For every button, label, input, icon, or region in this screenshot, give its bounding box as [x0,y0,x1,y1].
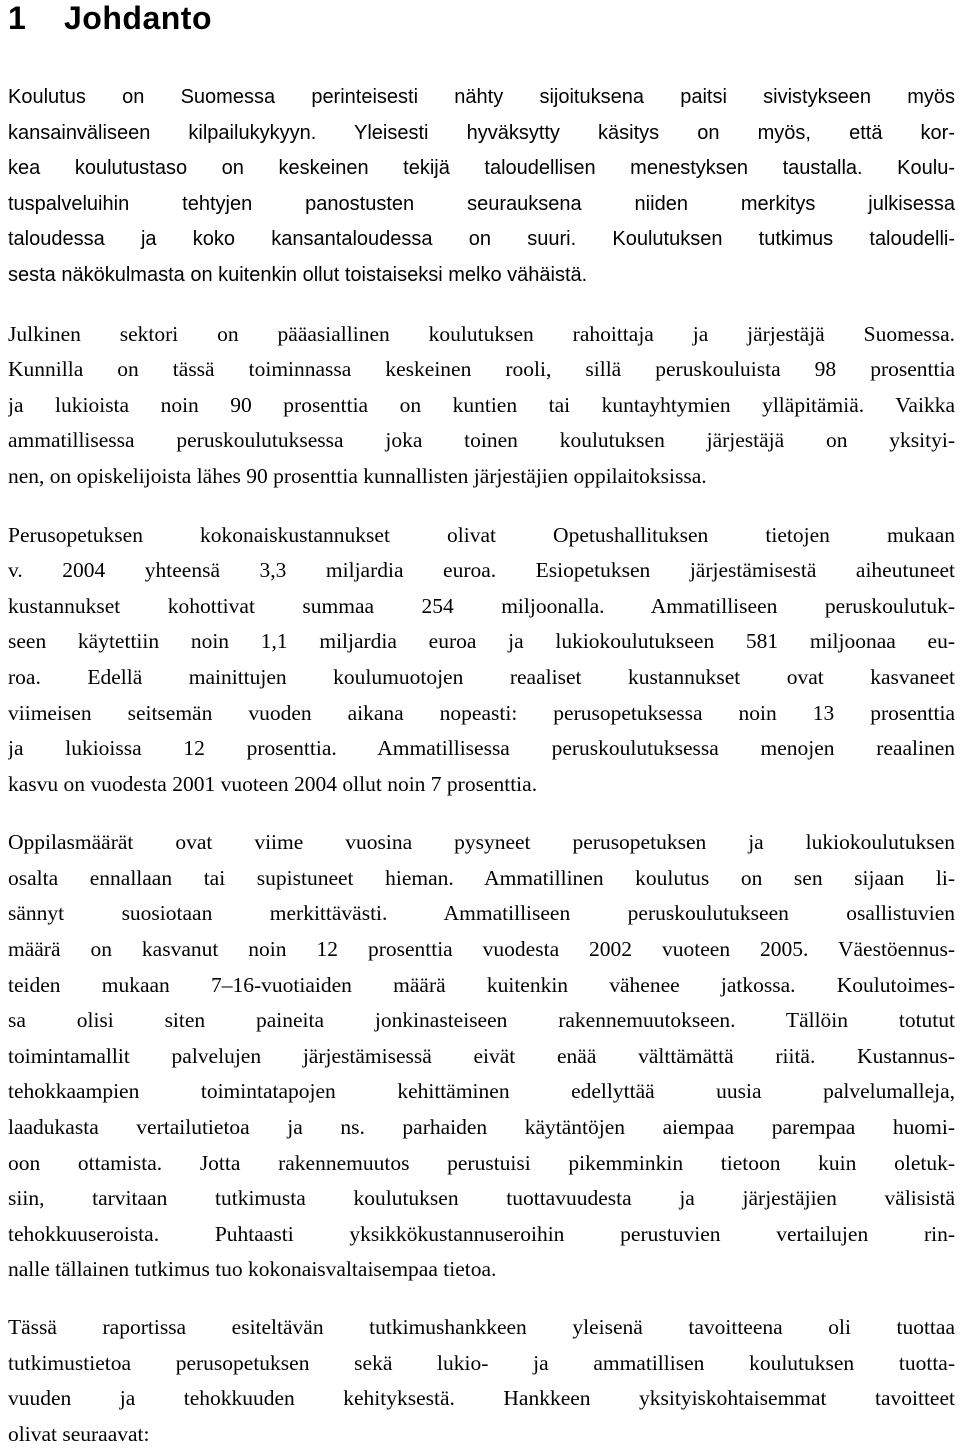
text-line: tutkimustietoa perusopetuksen sekä lukio- ja ammatillisen koulutuksen tuotta- [8,1350,955,1375]
text-line: sa olisi siten paineita jonkinasteiseen rakennemuutokseen. Tällöin totutut [8,1008,955,1033]
text-line: kea koulutustaso on keskeinen tekijä taloudellisen menestyksen taustalla. Koulu- [8,157,955,180]
text-line: siin, tarvitaan tutkimusta koulutuksen tuottavuudesta ja järjestäjien välisistä [8,1186,955,1211]
chapter-title: Johdanto [64,0,212,36]
text-line: viimeisen seitsemän vuoden aikana nopeasti: perusopetuksessa noin 13 prosenttia [8,700,955,725]
text-line: Koulutus on Suomessa perinteisesti nähty sijoituksena paitsi sivistykseen myös [8,86,955,108]
text-line: ja lukioista noin 90 prosenttia on kuntien tai kuntayhtymien ylläpitämiä. Vaikka [8,392,955,417]
chapter-heading [8,0,955,36]
paragraph-objectives [8,1310,955,1452]
text-line: v. 2004 yhteensä 3,3 miljardia euroa. Esiopetuksen järjestämisestä aiheutuneet [8,558,955,583]
text-line: kustannukset kohottivat summaa 254 miljoonalla. Ammatilliseen peruskoulutuk- [8,593,955,618]
text-line: ja lukioissa 12 prosenttia. Ammatillisessa peruskoulutuksessa menojen reaalinen [8,736,955,761]
text-line: ammatillisessa peruskoulutuksessa joka toinen koulutuksen järjestäjä on yksityi- [8,428,955,453]
text-line: Perusopetuksen kokonaiskustannukset olivat Opetushallituksen tietojen mukaan [8,522,955,547]
text-line: roa. Edellä mainittujen koulumuotojen reaaliset kustannukset ovat kasvaneet [8,664,955,689]
text-line: nen, on opiskelijoista lähes 90 prosenttia kunnallisten järjestäjien oppilaitoksissa. [8,463,707,488]
text-line: laadukasta vertailutietoa ja ns. parhaiden käytäntöjen aiempaa parempaa huomi- [8,1115,955,1140]
paragraph-costs [8,518,955,803]
text-line: seen käytettiin noin 1,1 miljardia euroa ja lukiokoulutukseen 581 miljoonaa eu- [8,629,955,654]
text-line: Kunnilla on tässä toiminnassa keskeinen rooli, sillä peruskouluista 98 prosenttia [8,357,955,382]
text-line: Oppilasmäärät ovat viime vuosina pysyneet perusopetuksen ja lukiokoulutuksen [8,830,955,855]
text-line: oon ottamista. Jotta rakennemuutos perustuisi pikemminkin tietoon kuin oletuk- [8,1150,955,1175]
text-line: määrä on kasvanut noin 12 prosenttia vuodesta 2002 vuoteen 2005. Väestöennus- [8,937,955,962]
paragraph-student-numbers [8,825,955,1288]
text-line: teiden mukaan 7–16-vuotiaiden määrä kuitenkin vähenee jatkossa. Koulutoimes- [8,972,955,997]
text-line: taloudessa ja koko kansantaloudessa on suuri. Koulutuksen tutkimus taloudelli- [8,228,955,251]
text-line: tuspalveluihin tehtyjen panostusten seurauksena niiden merkitys julkisessa [8,192,955,215]
text-line: tehokkaampien toimintatapojen kehittäminen edellyttää uusia palvelumalleja, [8,1079,955,1104]
text-line: osalta ennallaan tai supistuneet hieman. Ammatillinen koulutus on sen sijaan li- [8,865,955,890]
text-line: vuuden ja tehokkuuden kehityksestä. Hankkeen yksityiskohtaisemmat tavoitteet [8,1386,955,1411]
paragraph-introduction [8,80,955,294]
text-line: kasvu on vuodesta 2001 vuoteen 2004 ollut noin 7 prosenttia. [8,771,538,796]
text-line: nalle tällainen tutkimus tuo kokonaisvaltaisempaa tietoa. [8,1257,497,1282]
text-line: Julkinen sektori on pääasiallinen koulutuksen rahoittaja ja järjestäjä Suomessa. [8,321,955,346]
text-line: Tässä raportissa esiteltävän tutkimushankkeen yleisenä tavoitteena oli tuottaa [8,1315,955,1339]
text-line: toimintamallit palvelujen järjestämisessä eivät enää välttämättä riitä. Kustannus- [8,1043,955,1068]
text-line: sesta näkökulmasta on kuitenkin ollut toistaiseksi melko vähäistä. [8,263,588,286]
paragraph-public-sector [8,317,955,495]
text-line: tehokkuuseroista. Puhtaasti yksikkökustannuseroihin perustuvien vertailujen rin- [8,1221,955,1246]
text-line: olivat seuraavat: [8,1421,150,1446]
chapter-number: 1 [8,0,27,36]
text-line: sännyt suosiotaan merkittävästi. Ammatilliseen peruskoulutukseen osallistuvien [8,901,955,926]
document-page [8,0,955,1452]
text-line: kansainväliseen kilpailukykyyn. Yleisesti hyväksytty käsitys on myös, että kor- [8,121,955,144]
